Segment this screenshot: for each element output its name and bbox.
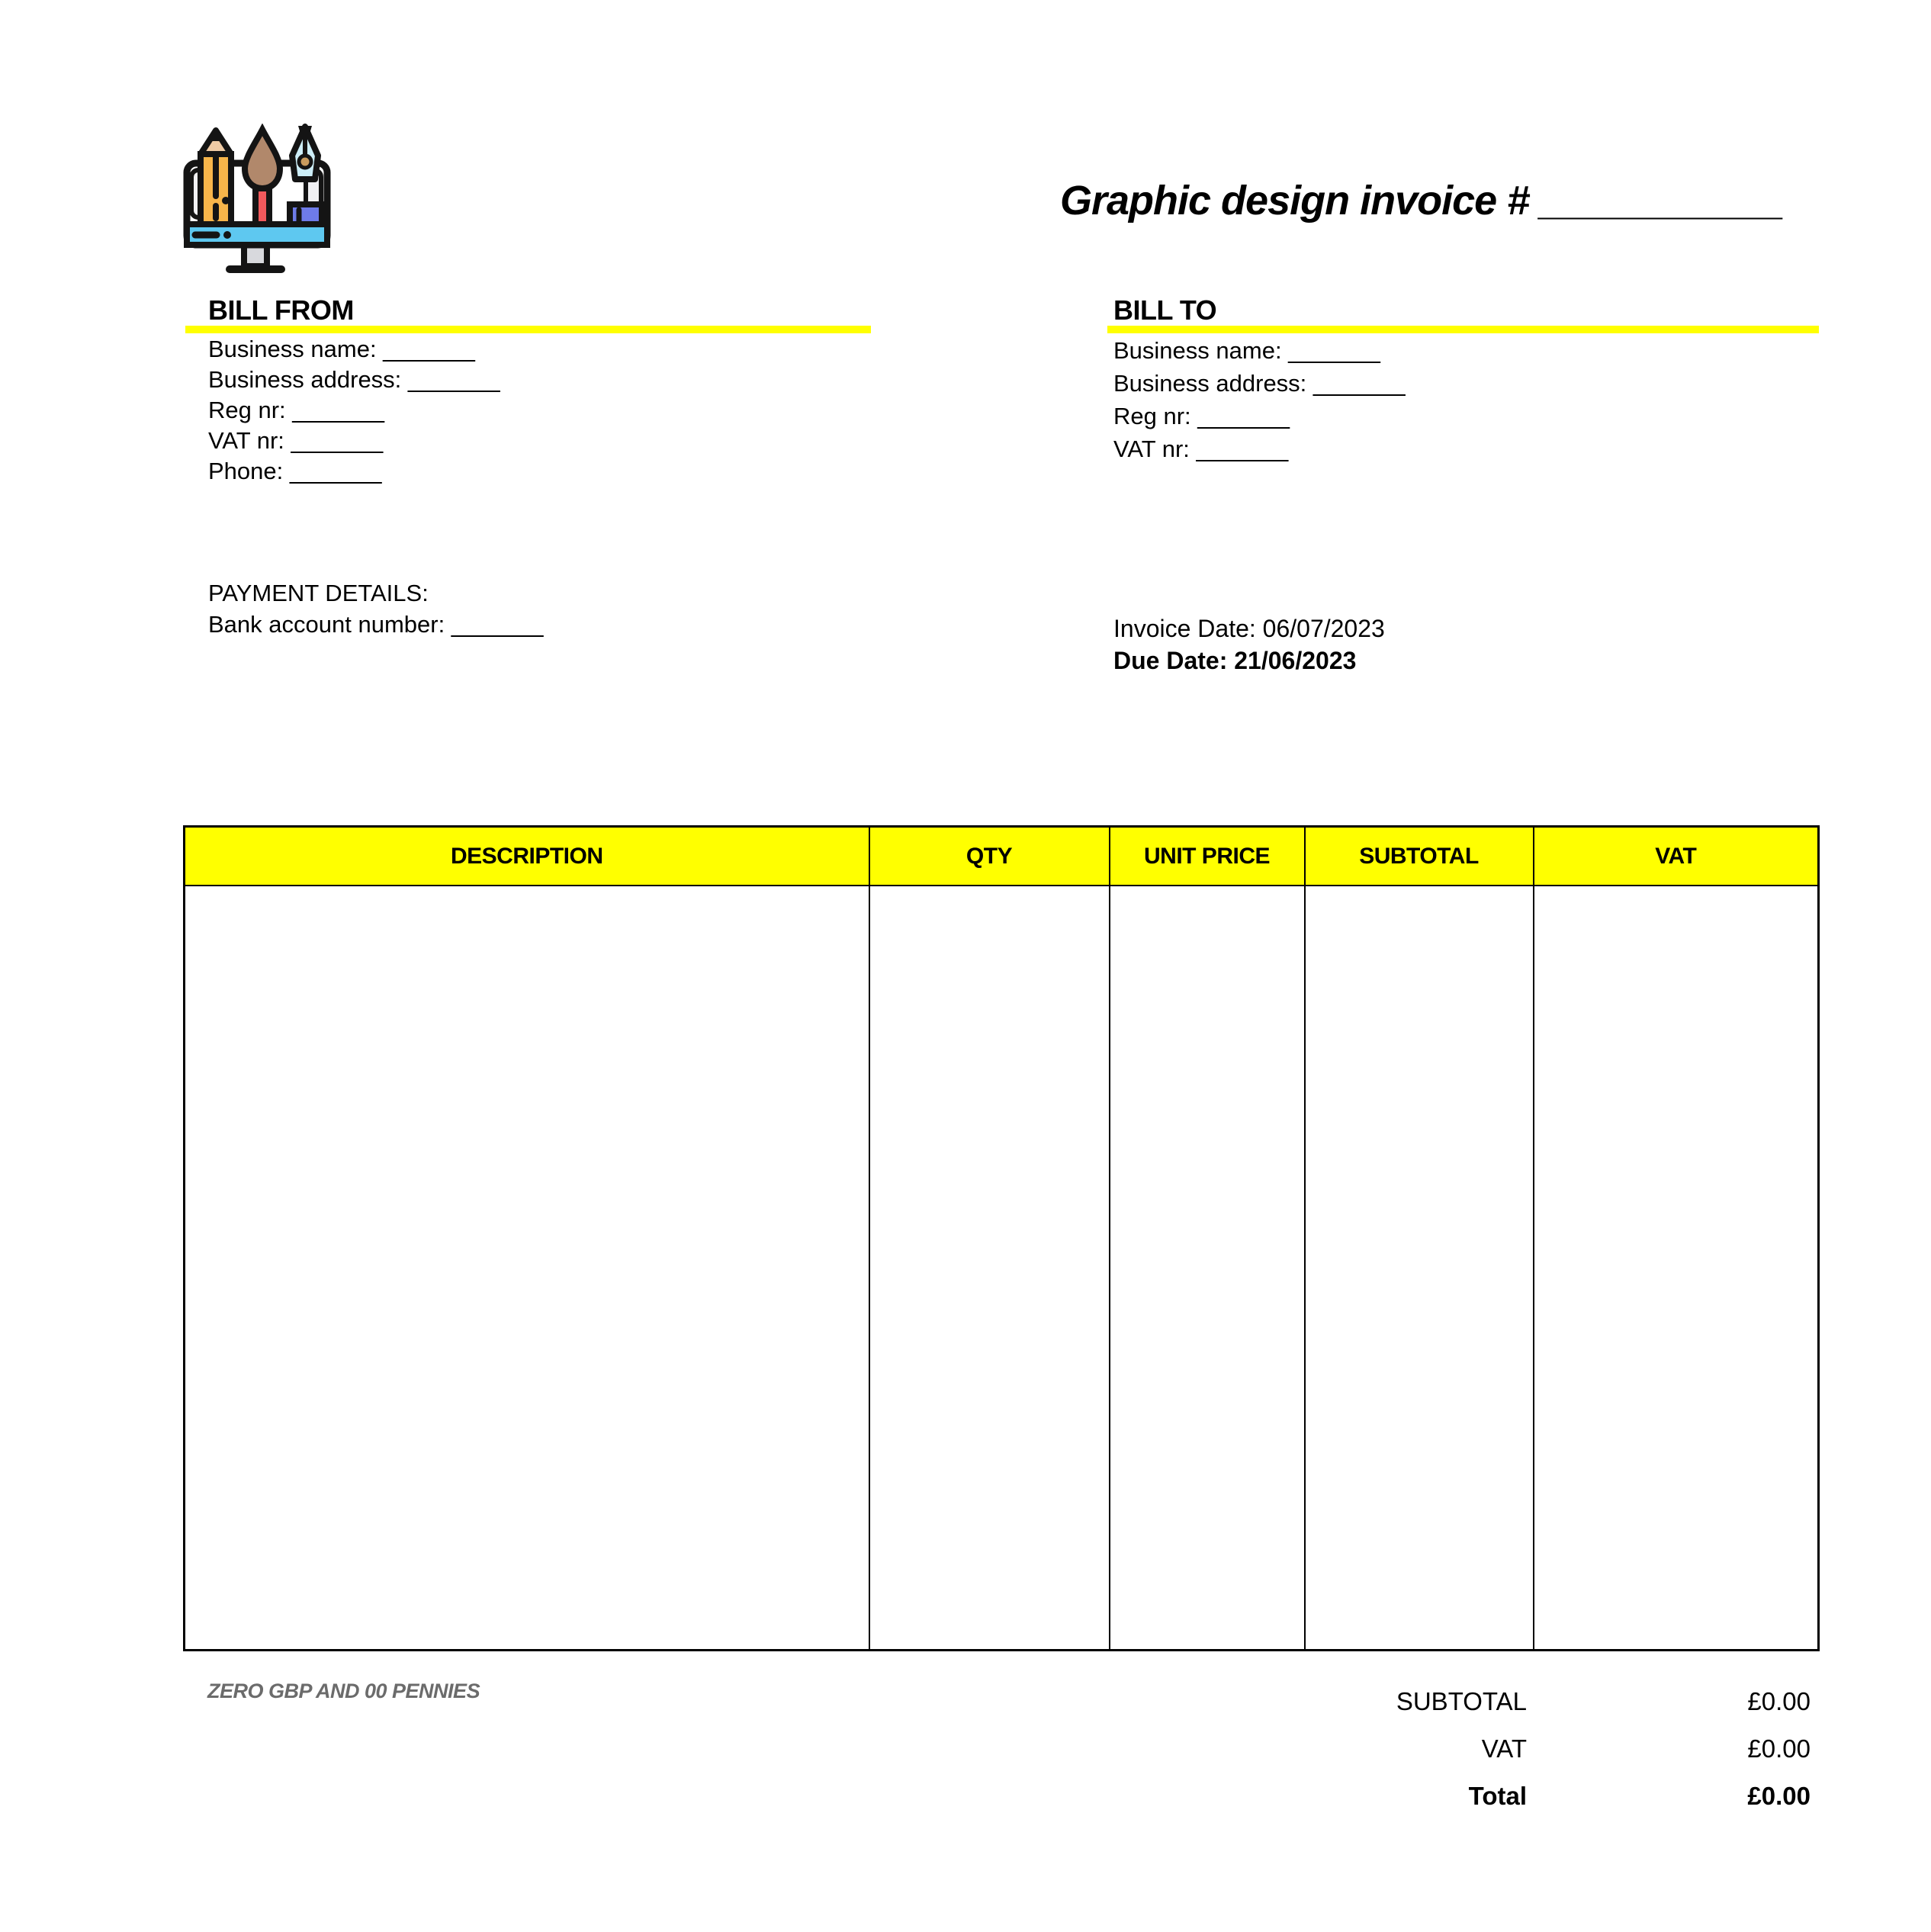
amount-in-words: ZERO GBP AND 00 PENNIES [207,1680,480,1702]
cell-unit-price-empty [1110,886,1305,1651]
graphic-design-tools-logo-icon [183,124,331,273]
payment-details-heading: PAYMENT DETAILS: [208,580,429,606]
subtotal-value: £0.00 [1747,1687,1811,1715]
total-label: Total [1468,1782,1527,1810]
column-header-unit-price: UNIT PRICE [1110,827,1305,886]
total-value: £0.00 [1747,1782,1811,1810]
bill-to-fields [1113,334,1406,465]
bill-to-reg-nr: Reg nr: _______ [1113,403,1290,429]
logo-monitor-base [226,265,285,273]
due-date: Due Date: 21/06/2023 [1113,647,1357,674]
bill-from-vat-nr: VAT nr: _______ [208,427,384,454]
column-header-qty: QTY [869,827,1110,886]
bill-from-reg-nr: Reg nr: _______ [208,397,384,423]
bill-to-business-address: Business address: _______ [1113,370,1406,397]
column-header-description: DESCRIPTION [185,827,869,886]
bill-to-divider [1107,326,1819,333]
vat-label: VAT [1481,1734,1527,1763]
bill-from-divider [185,326,871,333]
items-table [183,825,1820,1651]
bill-from-business-name: Business name: _______ [208,336,475,362]
bill-from-business-address: Business address: _______ [208,366,500,393]
invoice-title: Graphic design invoice # ___________ [1060,178,1784,223]
bill-from-fields [208,334,500,487]
cell-qty-empty [869,886,1110,1651]
items-table-empty-row [185,886,1819,1651]
cell-subtotal-empty [1305,886,1534,1651]
bill-to-heading: BILL TO [1113,294,1217,326]
bill-to-vat-nr: VAT nr: _______ [1113,436,1289,462]
items-table-header-row [185,827,1819,886]
logo-nib-ring [299,156,311,168]
logo-brush-head [245,130,280,188]
subtotal-label: SUBTOTAL [1396,1687,1527,1715]
invoice-date: Invoice Date: 06/07/2023 [1113,615,1385,642]
cell-description-empty [185,886,869,1651]
bill-from-heading: BILL FROM [208,294,354,326]
column-header-vat: VAT [1534,827,1819,886]
bank-account-number-line: Bank account number: _______ [208,611,544,638]
vat-value: £0.00 [1747,1734,1811,1763]
column-header-subtotal: SUBTOTAL [1305,827,1534,886]
bill-to-business-name: Business name: _______ [1113,337,1380,364]
bill-from-phone: Phone: _______ [208,458,382,484]
cell-vat-empty [1534,886,1819,1651]
